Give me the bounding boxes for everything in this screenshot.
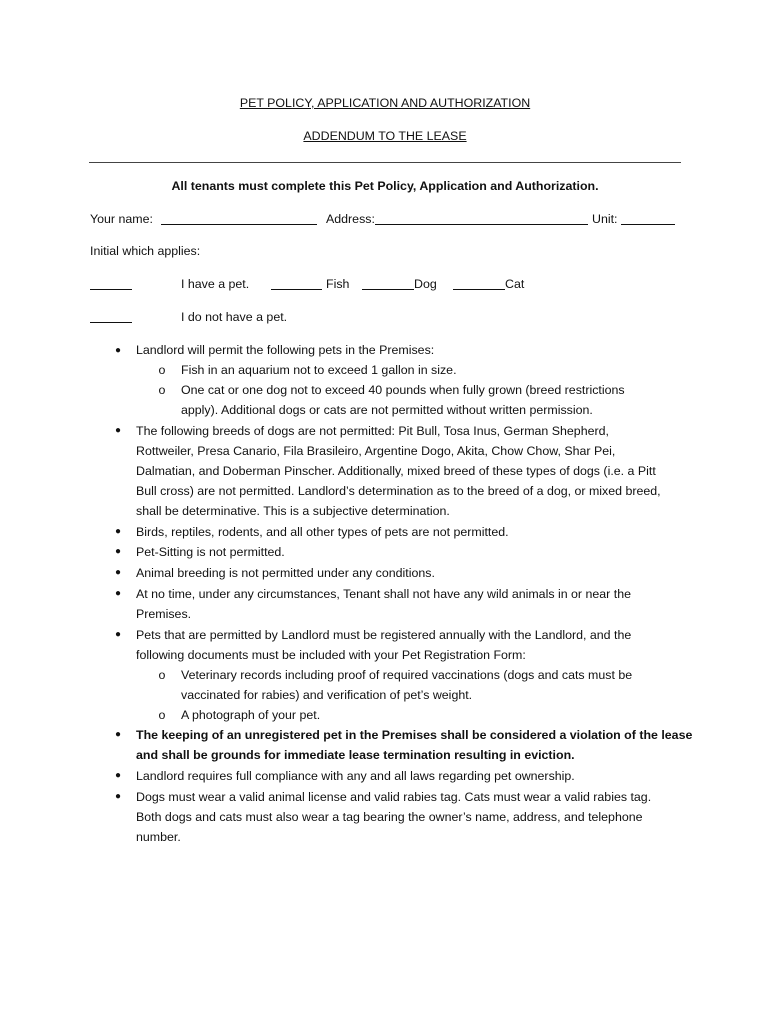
list-item: Both dogs and cats must also wear a tag bearing the owner’s name, address, and telephone <box>136 810 643 824</box>
list-item: Landlord will permit the following pets in the Premises: <box>136 343 435 357</box>
bullet-icon: ● <box>114 546 122 557</box>
bullet-icon: ● <box>114 588 122 599</box>
intro-instruction: All tenants must complete this Pet Policy, Application and Authorization. <box>171 179 599 193</box>
address-field[interactable] <box>375 213 588 225</box>
list-item: The following breeds of dogs are not permitted: Pit Bull, Tosa Inus, German Shepherd, <box>136 424 609 438</box>
name-field[interactable] <box>161 213 317 225</box>
list-item: Rottweiler, Presa Canario, Fila Brasileiro, Argentine Dogo, Akita, Chow Chow, Shar Pei, <box>136 444 616 458</box>
list-item: following documents must be included with your Pet Registration Form: <box>136 648 526 662</box>
no-pet-initial-field[interactable] <box>90 311 132 323</box>
address-label: Address: <box>326 212 375 226</box>
list-item: shall be determinative. This is a subjective determination. <box>136 504 450 518</box>
list-item: vaccinated for rabies) and verification of pet’s weight. <box>181 688 473 702</box>
fish-field[interactable] <box>271 278 322 290</box>
sub-bullet-icon: o <box>158 708 166 722</box>
list-item: Pets that are permitted by Landlord must be registered annually with the Landlord, and the <box>136 628 632 642</box>
have-pet-initial-field[interactable] <box>90 278 132 290</box>
list-item: apply). Additional dogs or cats are not permitted without written permission. <box>181 403 593 417</box>
bullet-icon: ● <box>114 770 122 781</box>
sub-bullet-icon: o <box>158 363 166 377</box>
initial-label: Initial which applies: <box>90 244 201 258</box>
sub-bullet-icon: o <box>158 383 166 397</box>
list-item: A photograph of your pet. <box>181 708 321 722</box>
list-item: Veterinary records including proof of required vaccinations (dogs and cats must be <box>181 668 633 682</box>
bullet-icon: ● <box>114 345 122 356</box>
document-title: PET POLICY, APPLICATION AND AUTHORIZATION <box>239 96 531 110</box>
cat-label: Cat <box>505 277 525 291</box>
document-subtitle: ADDENDUM TO THE LEASE <box>303 129 467 143</box>
list-item: Dalmatian, and Doberman Pinscher. Additionally, mixed breed of these types of dogs (i.e. a Pitt <box>136 464 656 478</box>
list-item: Animal breeding is not permitted under any conditions. <box>136 566 435 580</box>
bullet-icon: ● <box>114 567 122 578</box>
bullet-icon: ● <box>114 425 122 436</box>
have-pet-label: I have a pet. <box>181 277 250 291</box>
no-pet-label: I do not have a pet. <box>181 310 288 324</box>
bullet-icon: ● <box>114 729 122 740</box>
fish-label: Fish <box>326 277 350 291</box>
list-item: Birds, reptiles, rodents, and all other types of pets are not permitted. <box>136 525 509 539</box>
list-item: number. <box>136 830 181 844</box>
dog-field[interactable] <box>362 278 414 290</box>
unit-label: Unit: <box>592 212 618 226</box>
bullet-icon: ● <box>114 791 122 802</box>
horizontal-divider <box>89 162 681 163</box>
list-item: At no time, under any circumstances, Tenant shall not have any wild animals in or near the <box>136 587 631 601</box>
list-item: Bull cross) are not permitted. Landlord’s determination as to the breed of a dog, or mixed breed, <box>136 484 661 498</box>
list-item: Fish in an aquarium not to exceed 1 gallon in size. <box>181 363 457 377</box>
unit-field[interactable] <box>621 213 675 225</box>
sub-bullet-icon: o <box>158 668 166 682</box>
list-item: and shall be grounds for immediate lease termination resulting in eviction. <box>136 748 575 762</box>
name-label: Your name: <box>90 212 153 226</box>
bullet-icon: ● <box>114 629 122 640</box>
dog-label: Dog <box>414 277 437 291</box>
bullet-icon: ● <box>114 526 122 537</box>
list-item: One cat or one dog not to exceed 40 pounds when fully grown (breed restrictions <box>181 383 625 397</box>
list-item: Premises. <box>136 607 192 621</box>
cat-field[interactable] <box>453 278 505 290</box>
list-item: Pet-Sitting is not permitted. <box>136 545 285 559</box>
list-item: Dogs must wear a valid animal license and valid rabies tag. Cats must wear a valid rabies tag. <box>136 790 652 804</box>
list-item: Landlord requires full compliance with any and all laws regarding pet ownership. <box>136 769 575 783</box>
list-item: The keeping of an unregistered pet in the Premises shall be considered a violation of the lease <box>136 728 693 742</box>
